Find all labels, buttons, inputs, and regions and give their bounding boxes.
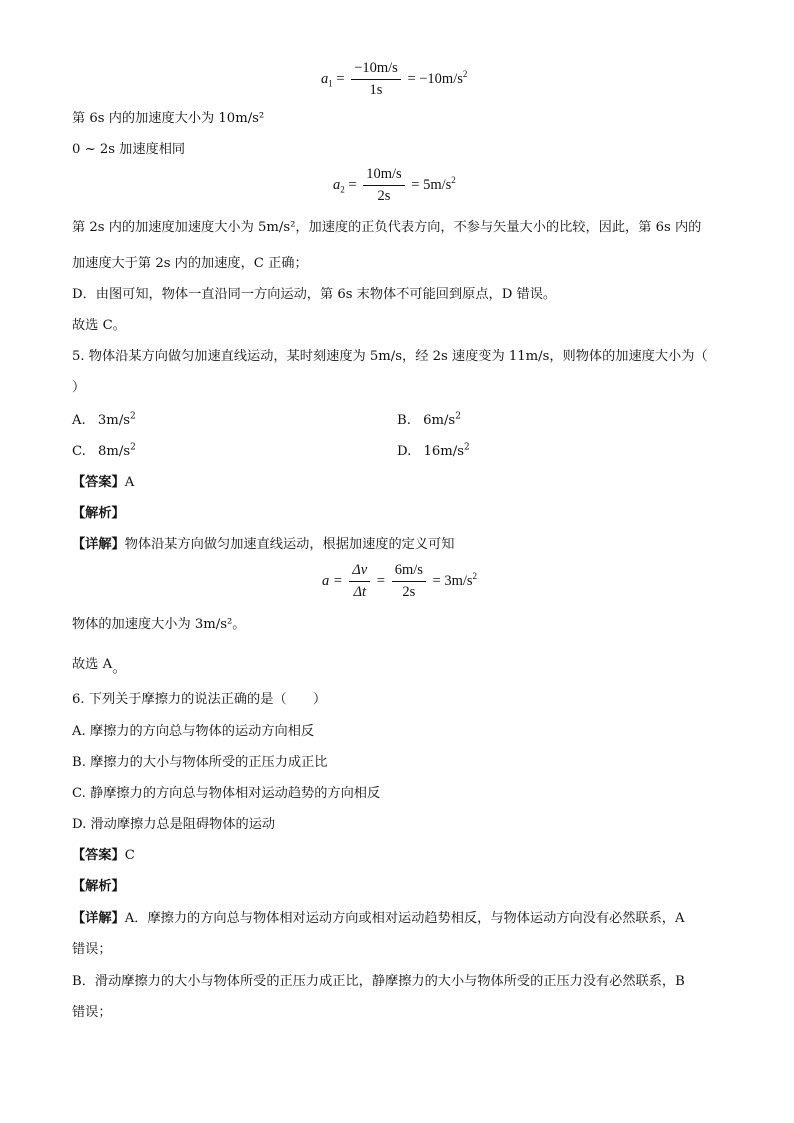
eq3-sup: 2 xyxy=(472,571,478,581)
q6-answer xyxy=(72,849,734,862)
q5-analysis-tag xyxy=(72,507,734,520)
q5-answer-value: A xyxy=(124,475,135,490)
q6-detail-text-1: A．摩擦力的方向总与物体相对运动方向或相对运动趋势相反，与物体运动方向没有必然联系，A xyxy=(124,911,685,926)
eq2-sub: 2 xyxy=(340,184,345,195)
q6-option-b: B. 摩擦力的大小与物体所受的正压力成正比 xyxy=(72,755,328,770)
text-line-2: 0 ~ 2s 加速度相同 xyxy=(72,142,186,157)
eq3-numerator-2: 6m/s xyxy=(392,562,426,582)
eq2-numerator: 10m/s xyxy=(363,166,404,186)
eq1-sup: 2 xyxy=(462,69,468,79)
q6-option-d: D. 滑动摩擦力总是阻碍物体的运动 xyxy=(72,817,276,832)
q5-stem-line-1: 5. 物体沿某方向做匀加速直线运动，某时刻速度为 5m/s，经 2s 速度变为 11m/s，则物体的加速度大小为（ xyxy=(72,349,708,364)
q5-option-b-label: B. xyxy=(397,413,411,428)
q5-detail-text: 物体沿某方向做匀加速直线运动，根据加速度的定义可知 xyxy=(124,537,455,552)
equation-a2: $a_2$ = $\frac{10m/s}{2s}$ = $5m/s^2$ xyxy=(333,166,456,204)
q5-option-d-sup: 2 xyxy=(464,442,470,453)
q5-option-d xyxy=(397,444,470,459)
q6-analysis-tag xyxy=(72,880,734,893)
eq1-rhs: = −10m/s xyxy=(407,70,463,87)
eq1-numerator: −10m/s xyxy=(351,60,401,80)
q6-answer-value: C xyxy=(124,848,135,863)
eq2-denominator: 2s xyxy=(377,188,391,204)
text-line-5: D．由图可知，物体一直沿同一方向运动，第 6s 末物体不可能回到原点，D 错误。 xyxy=(72,287,557,302)
q5-conclusion: 物体的加速度大小为 3m/s²。 xyxy=(72,617,246,632)
q5-option-a-value: 3m/s xyxy=(97,413,131,428)
q6-detail-line-3: B．滑动摩擦力的大小与物体所受的正压力成正比，静摩擦力的大小与物体所受的正压力没有必然联系，B xyxy=(72,974,685,989)
eq3-rhs: = 3m/s xyxy=(432,572,473,589)
q6-detail-line-2: 错误； xyxy=(72,942,112,957)
q5-choose-end: 。 xyxy=(112,658,128,676)
eq2-fraction xyxy=(363,166,404,205)
eq2-lhs: a xyxy=(333,176,341,193)
eq2-rhs: = 5m/s xyxy=(411,176,452,193)
q5-option-a xyxy=(72,413,136,428)
q5-option-c-value: 8m/s xyxy=(98,444,131,459)
q5-detail xyxy=(72,538,734,551)
q6-answer-tag: 【答案】 xyxy=(72,848,125,863)
q6-option-c: C. 静摩擦力的方向总与物体相对运动趋势的方向相反 xyxy=(72,786,381,801)
eq3-lhs: a = xyxy=(322,572,343,589)
q5-option-b-sup: 2 xyxy=(455,411,461,422)
eq1-denominator: 1s xyxy=(369,82,383,98)
q5-option-b-value: 6m/s xyxy=(423,413,456,428)
q5-answer xyxy=(72,476,734,489)
q5-choose-text: 故选 A xyxy=(72,657,113,672)
eq3-fraction-1 xyxy=(349,562,370,601)
q5-choose xyxy=(72,656,734,676)
q6-option-a: A. 摩擦力的方向总与物体的运动方向相反 xyxy=(72,724,315,739)
q5-option-d-label: D. xyxy=(397,444,412,459)
text-line-1: 第 6s 内的加速度大小为 10m/s² xyxy=(72,111,265,126)
q5-option-a-sup: 2 xyxy=(130,411,136,422)
equation-a1: $a_1$ = $\frac{-10m/s}{1s}$ = $-10m/s^2$ xyxy=(321,60,468,98)
q6-detail-line-1 xyxy=(72,912,734,925)
q5-analysis-label: 【解析】 xyxy=(72,506,125,521)
text-line-4: 加速度大于第 2s 内的加速度，C 正确； xyxy=(72,256,308,271)
eq1-sub: 1 xyxy=(328,78,333,89)
q5-option-c-sup: 2 xyxy=(130,442,136,453)
eq3-eqsign: = xyxy=(376,572,386,589)
eq3-fraction-2 xyxy=(392,562,426,601)
q5-option-c-label: C. xyxy=(72,444,86,459)
eq1-fraction xyxy=(351,60,401,99)
q6-analysis-label: 【解析】 xyxy=(72,879,125,894)
q6-detail-line-4: 错误； xyxy=(72,1005,112,1020)
q6-detail-tag: 【详解】 xyxy=(72,911,125,926)
eq3-denominator-1: Δt xyxy=(353,584,367,600)
eq3-denominator-2: 2s xyxy=(402,584,416,600)
q5-option-c xyxy=(72,444,136,459)
eq2-sup: 2 xyxy=(451,175,456,185)
text-line-6: 故选 C。 xyxy=(72,318,126,333)
q5-answer-tag: 【答案】 xyxy=(72,475,125,490)
q5-stem-line-2: ） xyxy=(72,380,86,395)
q5-option-a-label: A. xyxy=(72,413,86,428)
q5-detail-tag: 【详解】 xyxy=(72,537,125,552)
equation-a xyxy=(322,562,477,601)
eq3-numerator-1: Δv xyxy=(349,562,370,582)
q5-option-b xyxy=(397,413,461,428)
q6-stem: 6. 下列关于摩擦力的说法正确的是（ ） xyxy=(72,692,327,707)
text-line-3: 第 2s 内的加速度加速度大小为 5m/s²，加速度的正负代表方向，不参与矢量大小的比较，因此，第 6s 内的 xyxy=(72,220,702,235)
q5-option-d-value: 16m/s xyxy=(423,444,464,459)
eq1-lhs: a xyxy=(321,70,329,87)
